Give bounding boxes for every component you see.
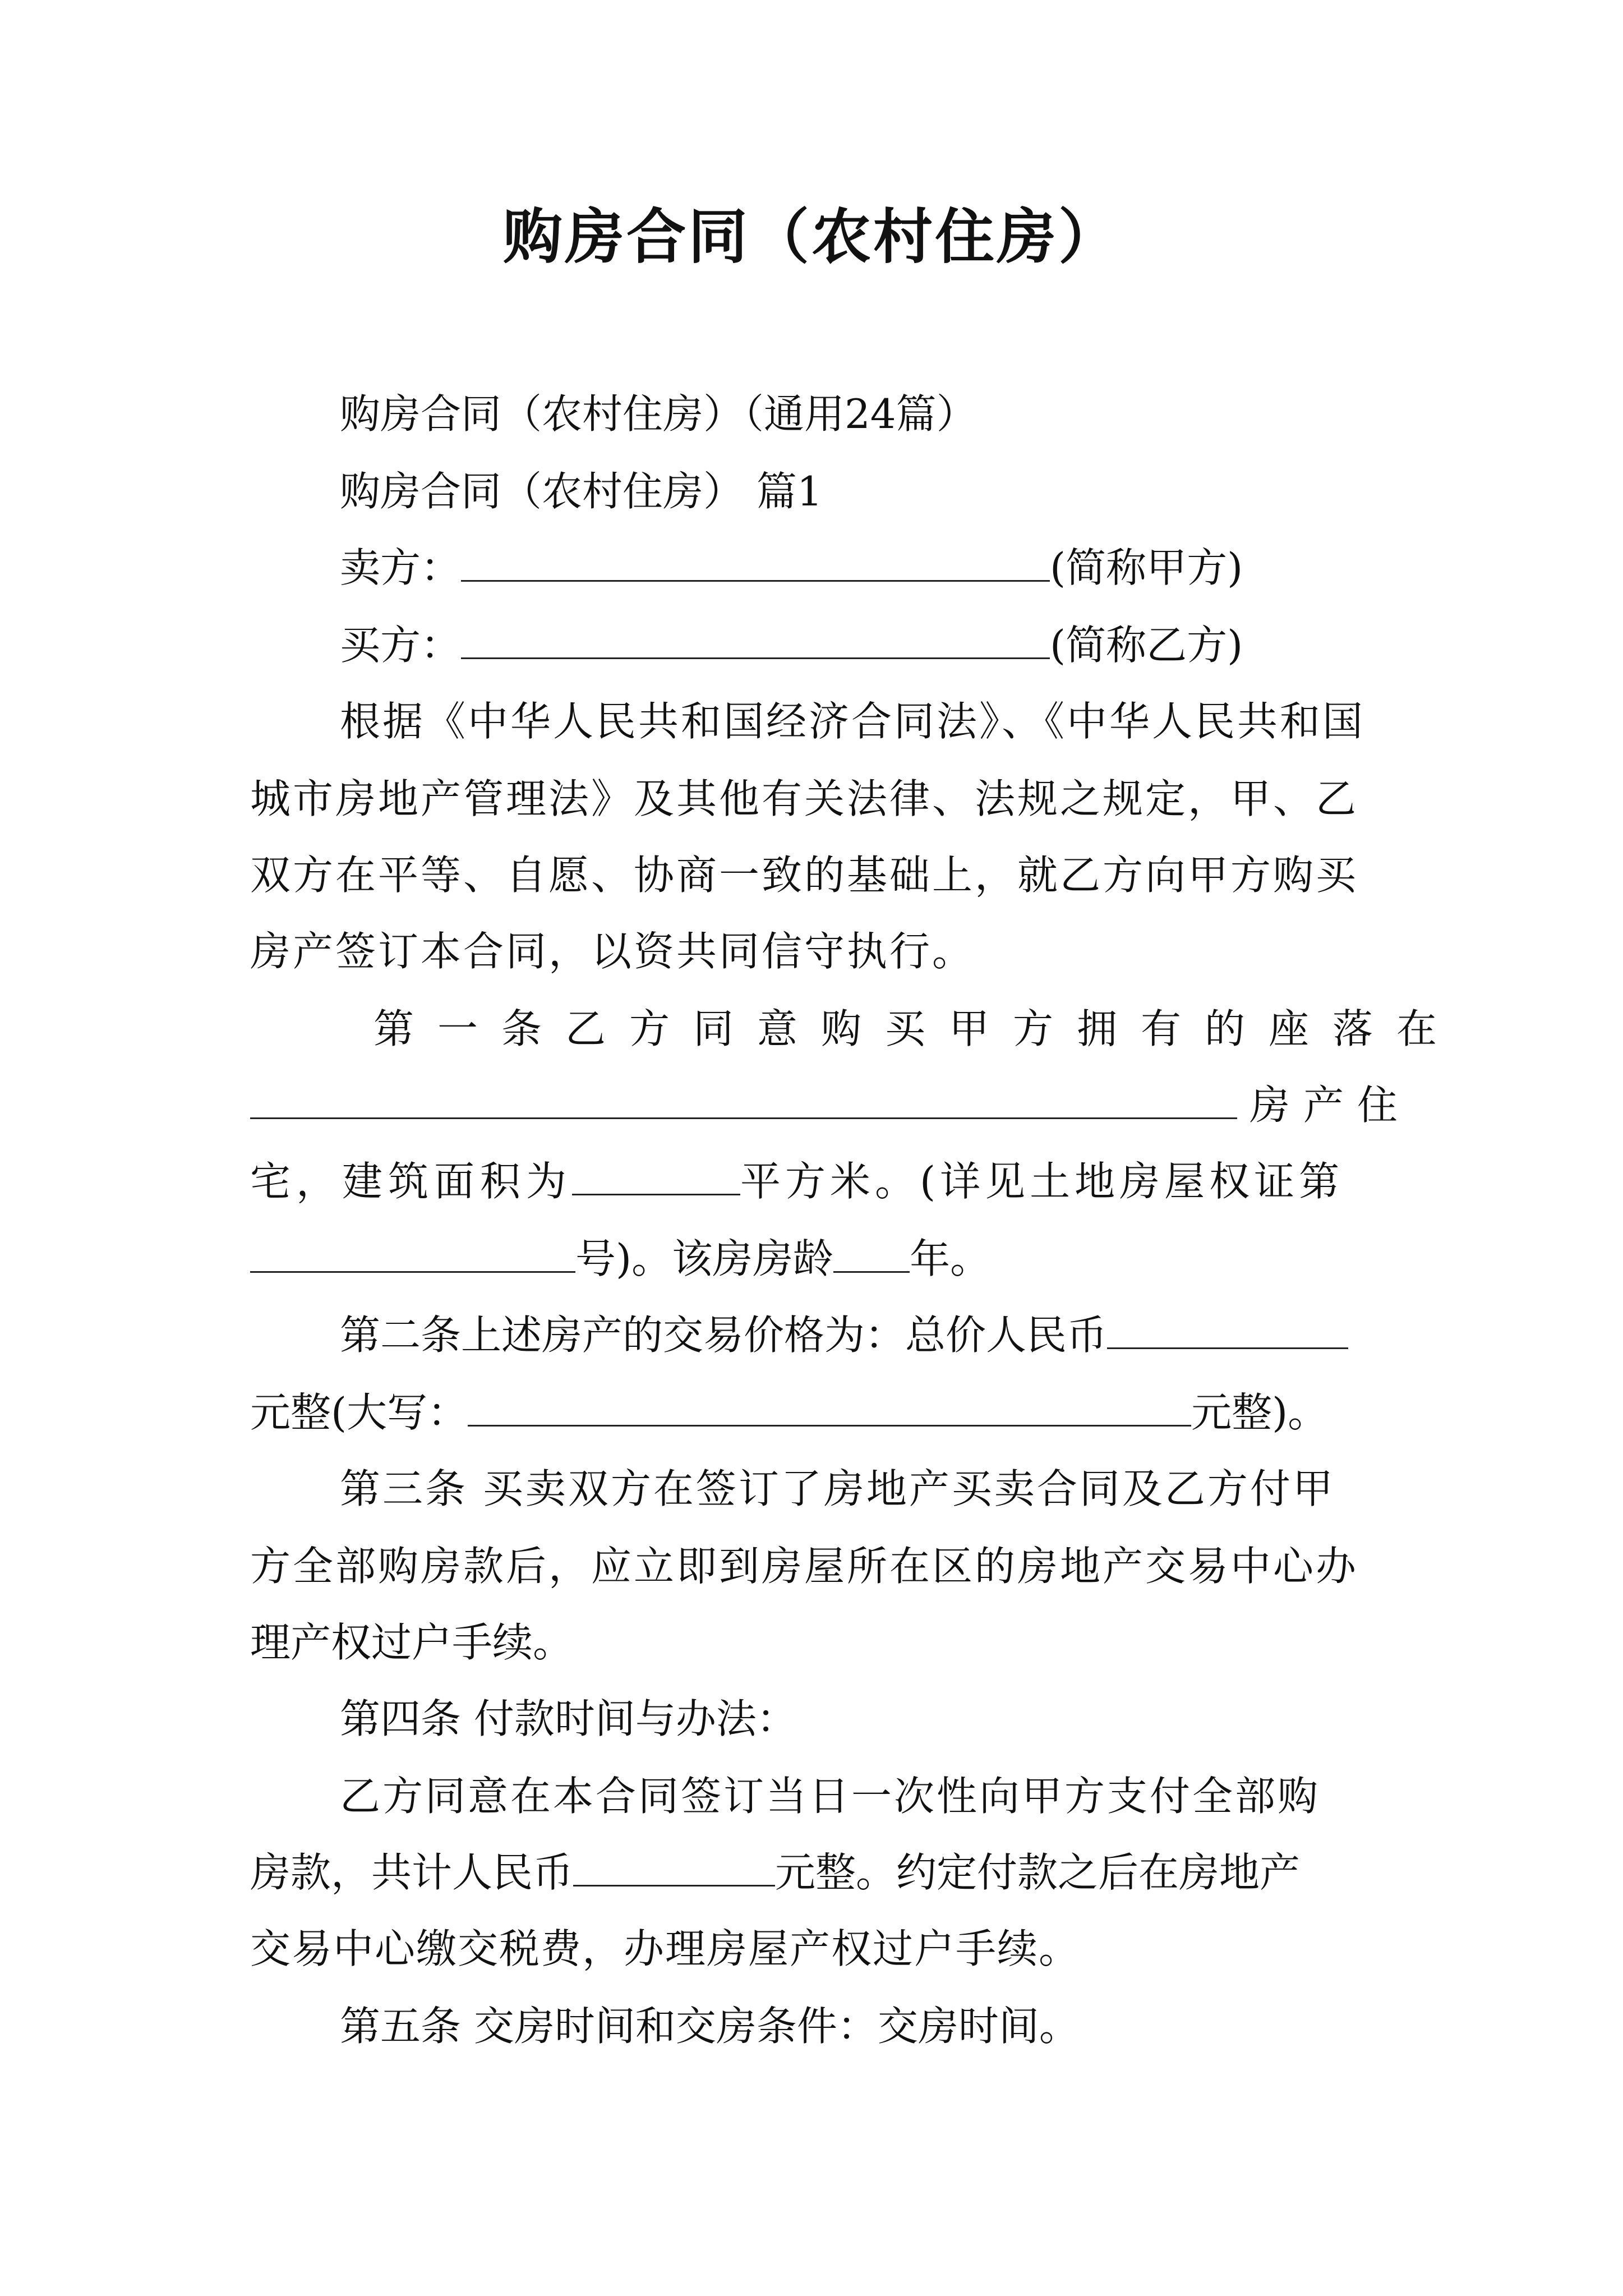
article-1-line-1: 第一条乙方同意购买甲方拥有的座落在 <box>374 1005 1461 1052</box>
article-3-line: 理产权过户手续。 <box>250 1619 574 1666</box>
buyer-blank <box>461 625 1050 659</box>
article-1-line-2-tail: 房产住 <box>1249 1082 1412 1129</box>
price-blank <box>1107 1315 1348 1349</box>
intro-line: 双方在平等、自愿、协商一致的基础上，就乙方向甲方购买 <box>250 852 1359 899</box>
article-1-line-4: 号)。该房房龄 年。 <box>250 1231 990 1287</box>
article-1-line-2 <box>250 1077 1411 1133</box>
price-in-words-blank <box>468 1392 1191 1427</box>
subtitle: 购房合同（农村住房）（通用24篇） <box>340 390 977 438</box>
seller-line <box>340 540 1243 596</box>
article-2-line-1: 第二条上述房产的交易价格为：总价人民币 <box>340 1307 1348 1363</box>
article-3-line: 方全部购房款后，应立即到房屋所在区的房地产交易中心办 <box>250 1543 1359 1590</box>
buyer-note: (简称乙方) <box>1050 622 1243 669</box>
article-3-line: 第三条 买卖双方在签订了房地产买卖合同及乙方付甲 <box>340 1465 1335 1512</box>
article-4-line-2: 房款，共计人民币 元整。约定付款之后在房地产 <box>250 1849 1301 1896</box>
house-age-blank <box>833 1239 910 1273</box>
area-blank <box>572 1161 740 1195</box>
article-4-line-3: 交易中心缴交税费，办理房屋产权过户手续。 <box>250 1925 1081 1972</box>
location-blank <box>250 1085 1237 1119</box>
article-5-line: 第五条 交房时间和交房条件：交房时间。 <box>340 2003 1080 2050</box>
seller-label: 卖方： <box>340 544 462 591</box>
buyer-label: 买方： <box>340 622 462 669</box>
document-title: 购房合同（农村住房） <box>503 201 1120 272</box>
intro-line: 城市房地产管理法》及其他有关法律、法规之规定，甲、乙 <box>250 775 1359 822</box>
certificate-number-blank <box>250 1239 575 1273</box>
intro-line: 根据《中华人民共和国经济合同法》、《中华人民共和国 <box>340 698 1366 745</box>
payment-blank <box>573 1852 775 1887</box>
intro-line: 房产签订本合同，以资共同信守执行。 <box>250 928 975 975</box>
article-4-heading: 第四条 付款时间与办法： <box>340 1695 797 1742</box>
article-2-line-2: 元整(大写： 元整)。 <box>250 1389 1329 1436</box>
article-1-line-3: 宅，建筑面积为 平方米。(详见土地房屋权证第 <box>250 1158 1344 1205</box>
section-heading: 购房合同（农村住房） 篇1 <box>340 468 823 515</box>
buyer-line <box>340 617 1243 673</box>
seller-blank <box>461 547 1050 582</box>
article-4-line-1: 乙方同意在本合同签订当日一次性向甲方支付全部购 <box>340 1773 1321 1820</box>
seller-note: (简称甲方) <box>1050 544 1243 591</box>
